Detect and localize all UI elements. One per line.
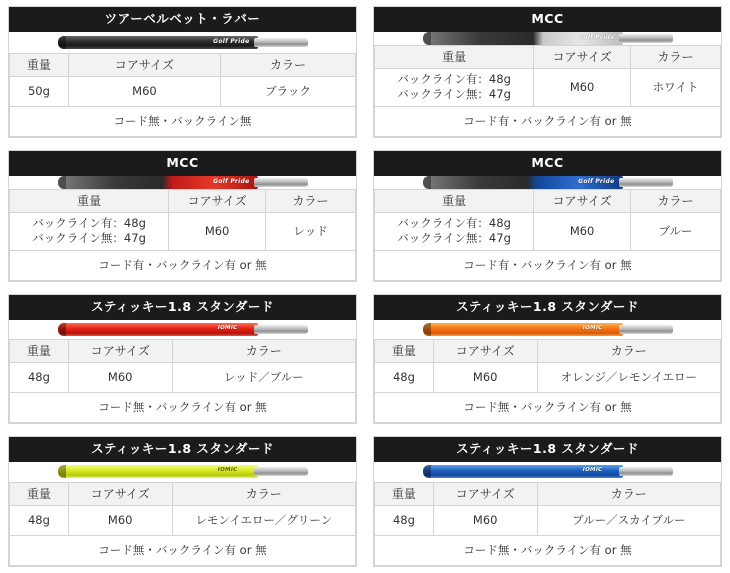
value-color: レッド／ブルー bbox=[172, 363, 355, 393]
grip-card-cell bbox=[0, 288, 365, 430]
grip-image bbox=[374, 320, 721, 339]
grip-note: コード有・バックライン有 or 無 bbox=[375, 251, 721, 281]
spec-table bbox=[9, 339, 356, 423]
grip-title: MCC bbox=[9, 151, 356, 176]
value-core: M60 bbox=[68, 363, 172, 393]
value-weight: 48g bbox=[375, 506, 434, 536]
spec-table bbox=[9, 53, 356, 137]
table-row bbox=[375, 506, 721, 536]
grip-note: コード無・バックライン有 or 無 bbox=[10, 536, 356, 566]
spec-table bbox=[9, 482, 356, 566]
header-weight: 重量 bbox=[375, 482, 434, 505]
spec-table bbox=[374, 45, 721, 137]
grip-note: コード無・バックライン有 or 無 bbox=[375, 393, 721, 423]
spec-table bbox=[374, 189, 721, 281]
grip-card bbox=[373, 294, 722, 424]
note-row bbox=[375, 107, 721, 137]
value-color: ホワイト bbox=[631, 68, 721, 106]
value-weight: 50g bbox=[10, 77, 69, 107]
header-color: カラー bbox=[172, 339, 355, 362]
table-row bbox=[10, 363, 356, 393]
spec-table bbox=[9, 189, 356, 281]
table-header-row bbox=[375, 482, 721, 505]
header-color: カラー bbox=[631, 189, 721, 212]
value-weight: バックライン有：48g バックライン無：47g bbox=[375, 68, 534, 106]
note-row bbox=[10, 251, 356, 281]
header-weight: 重量 bbox=[10, 339, 69, 362]
note-row bbox=[375, 251, 721, 281]
value-core: M60 bbox=[68, 77, 220, 107]
table-row bbox=[10, 77, 356, 107]
table-row bbox=[10, 506, 356, 536]
grip-image bbox=[374, 462, 721, 482]
grip-note: コード無・バックライン有 or 無 bbox=[10, 393, 356, 423]
header-core: コアサイズ bbox=[433, 339, 537, 362]
table-header-row bbox=[375, 45, 721, 68]
grip-note: コード無・バックライン有 or 無 bbox=[375, 536, 721, 566]
grip-brand-logo: Golf Pride bbox=[213, 177, 250, 185]
value-color: レッド bbox=[266, 212, 356, 250]
table-header-row bbox=[10, 339, 356, 362]
value-core: M60 bbox=[433, 506, 537, 536]
grip-card bbox=[8, 150, 357, 282]
header-weight: 重量 bbox=[10, 189, 169, 212]
value-color: ブルー／スカイブルー bbox=[537, 506, 720, 536]
grip-card bbox=[373, 436, 722, 567]
grip-title: MCC bbox=[374, 151, 721, 176]
header-color: カラー bbox=[266, 189, 356, 212]
grip-card bbox=[8, 436, 357, 567]
grip-card-cell bbox=[365, 288, 730, 430]
grip-brand-logo: IOMIC bbox=[582, 324, 603, 331]
table-header-row bbox=[10, 189, 356, 212]
value-weight: 48g bbox=[10, 506, 69, 536]
note-row bbox=[375, 536, 721, 566]
value-color: レモンイエロー／グリーン bbox=[172, 506, 355, 536]
grip-card-cell bbox=[0, 430, 365, 573]
value-core: M60 bbox=[169, 212, 266, 250]
header-core: コアサイズ bbox=[433, 482, 537, 505]
note-row bbox=[10, 536, 356, 566]
grip-note: コード無・バックライン無 bbox=[10, 107, 356, 137]
header-weight: 重量 bbox=[375, 45, 534, 68]
value-color: ブラック bbox=[221, 77, 356, 107]
grip-title: スティッキー1.8 スタンダード bbox=[374, 437, 721, 462]
grip-image bbox=[9, 320, 356, 339]
grip-brand-logo: IOMIC bbox=[582, 467, 603, 474]
grip-image bbox=[9, 176, 356, 189]
grip-note: コード有・バックライン有 or 無 bbox=[375, 107, 721, 137]
grip-title: スティッキー1.8 スタンダード bbox=[9, 437, 356, 462]
grip-brand-logo: Golf Pride bbox=[578, 177, 615, 185]
header-core: コアサイズ bbox=[534, 189, 631, 212]
table-row bbox=[375, 212, 721, 250]
table-header-row bbox=[375, 339, 721, 362]
grip-card bbox=[373, 6, 722, 138]
grip-card-cell bbox=[0, 144, 365, 288]
header-weight: 重量 bbox=[375, 189, 534, 212]
note-row bbox=[10, 107, 356, 137]
header-color: カラー bbox=[631, 45, 721, 68]
value-weight: バックライン有：48g バックライン無：47g bbox=[10, 212, 169, 250]
grip-card-cell bbox=[365, 144, 730, 288]
grip-image bbox=[9, 462, 356, 482]
note-row bbox=[375, 393, 721, 423]
value-core: M60 bbox=[68, 506, 172, 536]
header-color: カラー bbox=[537, 339, 720, 362]
header-color: カラー bbox=[537, 482, 720, 505]
grip-card bbox=[373, 150, 722, 282]
table-header-row bbox=[375, 189, 721, 212]
value-weight: 48g bbox=[10, 363, 69, 393]
header-color: カラー bbox=[172, 482, 355, 505]
value-color: オレンジ／レモンイエロー bbox=[537, 363, 720, 393]
header-color: カラー bbox=[221, 53, 356, 76]
table-row bbox=[10, 212, 356, 250]
grip-brand-logo: Golf Pride bbox=[578, 33, 615, 41]
header-weight: 重量 bbox=[10, 53, 69, 76]
grip-brand-logo: IOMIC bbox=[217, 467, 238, 474]
header-core: コアサイズ bbox=[68, 53, 220, 76]
grip-image bbox=[374, 176, 721, 189]
value-weight: 48g bbox=[375, 363, 434, 393]
grip-card bbox=[8, 294, 357, 424]
table-row bbox=[375, 68, 721, 106]
header-weight: 重量 bbox=[375, 339, 434, 362]
spec-table bbox=[374, 482, 721, 566]
grip-note: コード有・バックライン有 or 無 bbox=[10, 251, 356, 281]
header-core: コアサイズ bbox=[169, 189, 266, 212]
spec-table bbox=[374, 339, 721, 423]
grip-title: ツアーベルベット・ラバー bbox=[9, 7, 356, 32]
header-core: コアサイズ bbox=[68, 482, 172, 505]
grip-title: MCC bbox=[374, 7, 721, 32]
value-core: M60 bbox=[433, 363, 537, 393]
value-weight: バックライン有：48g バックライン無：47g bbox=[375, 212, 534, 250]
header-core: コアサイズ bbox=[534, 45, 631, 68]
grip-image bbox=[9, 32, 356, 53]
value-core: M60 bbox=[534, 212, 631, 250]
value-core: M60 bbox=[534, 68, 631, 106]
grip-card-cell bbox=[365, 430, 730, 573]
note-row bbox=[10, 393, 356, 423]
grip-card-cell bbox=[0, 0, 365, 144]
grip-brand-logo: IOMIC bbox=[217, 324, 238, 331]
header-core: コアサイズ bbox=[68, 339, 172, 362]
table-header-row bbox=[10, 482, 356, 505]
grip-brand-logo: Golf Pride bbox=[213, 37, 250, 45]
value-color: ブルー bbox=[631, 212, 721, 250]
table-header-row bbox=[10, 53, 356, 76]
table-row bbox=[375, 363, 721, 393]
grip-card-cell bbox=[365, 0, 730, 144]
grip-title: スティッキー1.8 スタンダード bbox=[374, 295, 721, 320]
grip-title: スティッキー1.8 スタンダード bbox=[9, 295, 356, 320]
header-weight: 重量 bbox=[10, 482, 69, 505]
grip-image bbox=[374, 32, 721, 45]
grip-card bbox=[8, 6, 357, 138]
